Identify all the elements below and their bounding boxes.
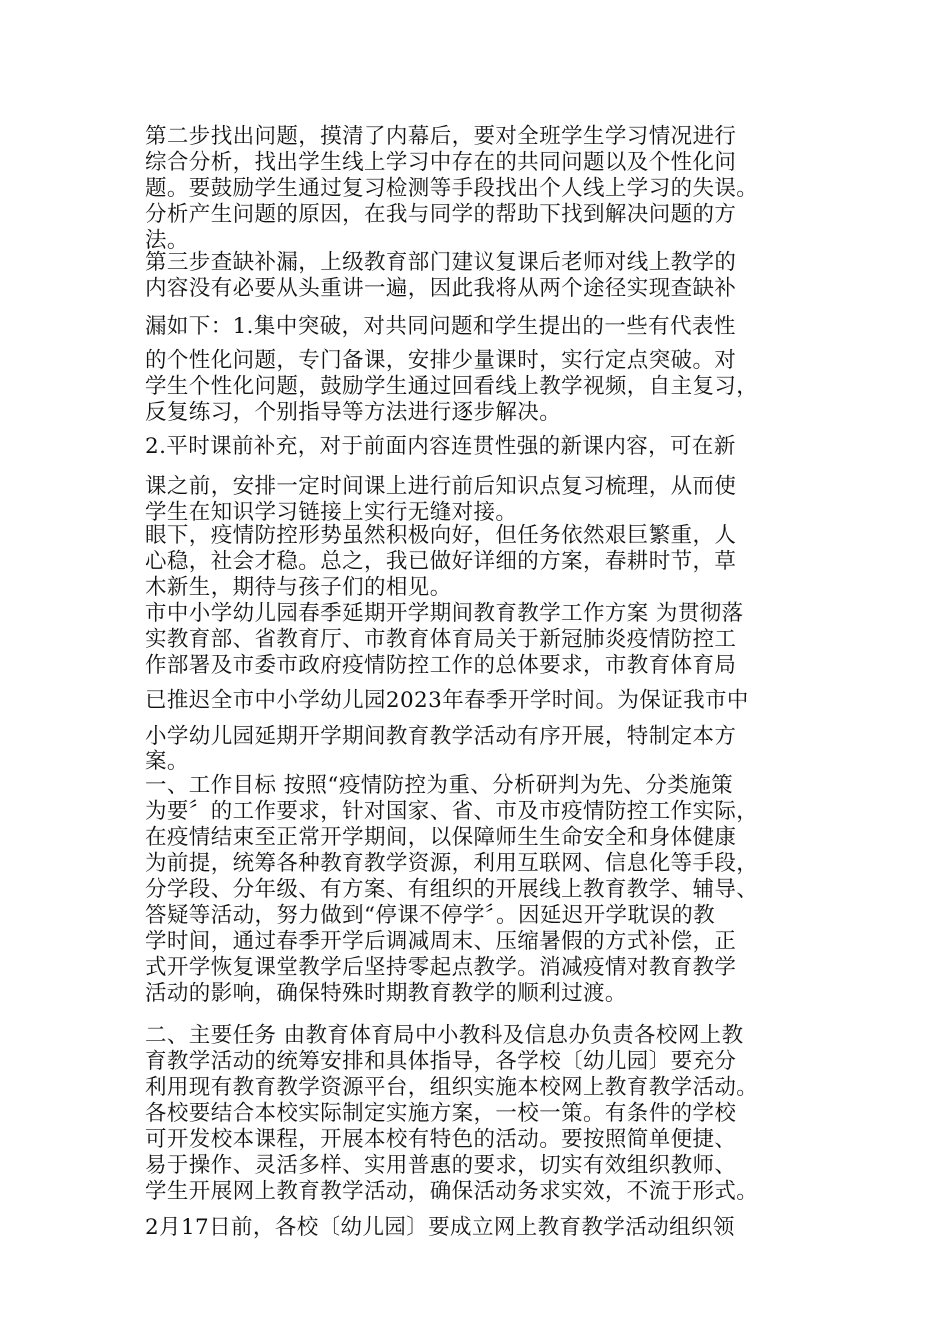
text-line: 的个性化问题，专门备课，安排少量课时，实行定点突破。对 xyxy=(145,348,737,373)
text-line: 木新生，期待与孩子们的相见。 xyxy=(145,575,452,600)
text-line: 各校要结合本校实际制定实施方案，一校一策。有条件的学校 xyxy=(145,1101,737,1126)
text-line: 市中小学幼儿园春季延期开学期间教育教学工作方案 为贯彻落 xyxy=(145,601,744,626)
text-line: 2.平时课前补充，对于前面内容连贯性强的新课内容，可在新 xyxy=(145,434,736,459)
text-line: 案。 xyxy=(145,749,189,774)
text-line: 第二步找出问题，摸清了内幕后，要对全班学生学习情况进行 xyxy=(145,124,737,149)
text-line: 作部署及市委市政府疫情防控工作的总体要求，市教育体育局 xyxy=(145,653,737,678)
text-line: 育教学活动的统筹安排和具体指导，各学校〔幼儿园〕要充分 xyxy=(145,1049,737,1074)
text-line: 课之前，安排一定时间课上进行前后知识点复习梳理，从而使 xyxy=(145,474,737,499)
text-line: 为要〞的工作要求，针对国家、省、市及市疫情防控工作实际， xyxy=(145,799,759,824)
text-line: 学生个性化问题，鼓励学生通过回看线上教学视频，自主复习， xyxy=(145,374,759,399)
text-line: 为前提，统筹各种教育教学资源，利用互联网、信息化等手段， xyxy=(145,851,759,876)
text-line: 答疑等活动，努力做到“停课不停学〞。因延迟开学耽误的教 xyxy=(145,903,716,928)
text-line: 一、工作目标 按照“疫情防控为重、分析研判为先、分类施策 xyxy=(145,773,734,798)
text-line: 利用现有教育教学资源平台，组织实施本校网上教育教学活动。 xyxy=(145,1075,759,1100)
text-line: 学生开展网上教育教学活动，确保活动务求实效，不流于形式。 xyxy=(145,1179,759,1204)
text-line: 实教育部、省教育厅、市教育体育局关于新冠肺炎疫情防控工 xyxy=(145,627,737,652)
text-line: 可开发校本课程，开展本校有特色的活动。要按照简单便捷、 xyxy=(145,1127,737,1152)
text-line: 分学段、分年级、有方案、有组织的开展线上教育教学、辅导、 xyxy=(145,877,759,902)
text-line: 综合分析，找出学生线上学习中存在的共同问题以及个性化问 xyxy=(145,150,737,175)
text-line: 二、主要任务 由教育体育局中小教科及信息办负责各校网上教 xyxy=(145,1023,744,1048)
text-line: 题。要鼓励学生通过复习检测等手段找出个人线上学习的失误。 xyxy=(145,176,759,201)
text-line: 在疫情结束至正常开学期间，以保障师生生命安全和身体健康 xyxy=(145,825,737,850)
text-line: 分析产生问题的原因，在我与同学的帮助下找到解决问题的方 xyxy=(145,202,737,227)
text-line: 式开学恢复课堂教学后坚持零起点教学。消减疫情对教育教学 xyxy=(145,955,737,980)
text-line: 易于操作、灵活多样、实用普惠的要求，切实有效组织教师、 xyxy=(145,1153,737,1178)
text-line: 第三步查缺补漏，上级教育部门建议复课后老师对线上教学的 xyxy=(145,250,737,275)
text-line: 反复练习，个别指导等方法进行逐步解决。 xyxy=(145,400,562,425)
text-line: 2月17日前，各校〔幼儿园〕要成立网上教育教学活动组织领 xyxy=(145,1215,735,1240)
text-line: 学时间，通过春季开学后调减周末、压缩暑假的方式补偿，正 xyxy=(145,929,737,954)
text-line: 学生在知识学习链接上实行无缝对接。 xyxy=(145,500,518,525)
text-line: 内容没有必要从头重讲一遍，因此我将从两个途径实现查缺补 xyxy=(145,276,737,301)
text-line: 法。 xyxy=(145,228,189,253)
text-line: 眼下，疫情防控形势虽然积极向好，但任务依然艰巨繁重，人 xyxy=(145,523,737,548)
text-line: 漏如下：1.集中突破，对共同问题和学生提出的一些有代表性 xyxy=(145,314,736,339)
text-line: 已推迟全市中小学幼儿园2023年春季开学时间。为保证我市中 xyxy=(145,688,749,713)
text-line: 小学幼儿园延期开学期间教育教学活动有序开展，特制定本方 xyxy=(145,724,737,749)
text-line: 心稳，社会才稳。总之，我已做好详细的方案，春耕时节，草 xyxy=(145,549,737,574)
text-line: 活动的影响，确保特殊时期教育教学的顺利过渡。 xyxy=(145,981,627,1006)
